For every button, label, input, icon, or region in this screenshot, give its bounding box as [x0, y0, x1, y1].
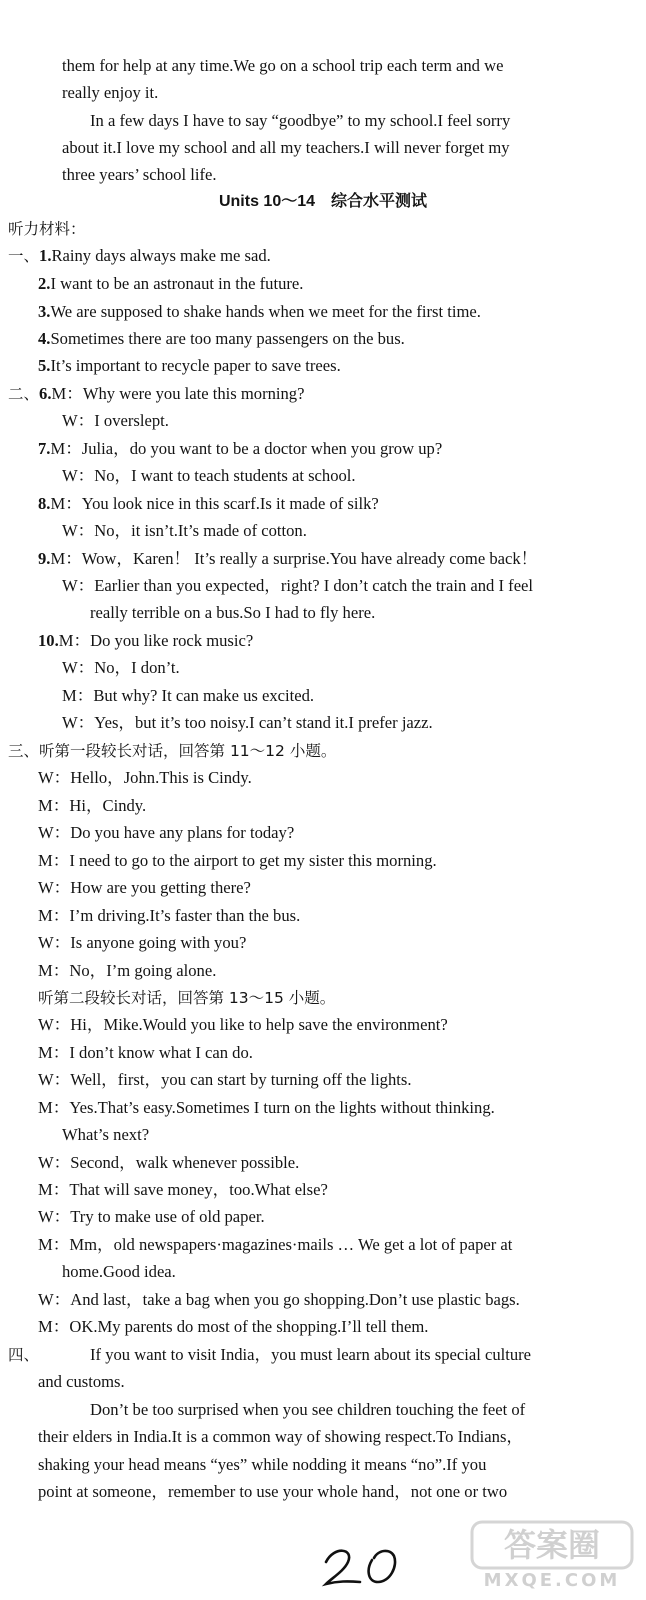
dialog-text: M：Wow，Karen！ It’s really a surprise.You have already come back！	[50, 549, 538, 568]
question-number: 2.	[38, 274, 51, 293]
item-text: It’s important to recycle paper to save trees.	[50, 356, 341, 375]
dialog-line: W：Hello，John.This is Cindy.	[38, 768, 252, 787]
q10-m-line: M：But why? It can make us excited.	[62, 686, 315, 705]
item-text: Sometimes there are too many passengers on the bus.	[50, 329, 405, 348]
q7-m-line	[38, 438, 442, 460]
passage-line: If you want to visit India，you must learn about its special culture	[90, 1345, 532, 1364]
question-number: 6.	[39, 384, 52, 403]
q10-w-line: W：No，I don’t.	[62, 658, 180, 677]
dialog-line: M：Yes.That’s easy.Sometimes I turn on the lights without thinking.	[38, 1098, 495, 1117]
part1-item	[8, 245, 271, 267]
q6-w-line: W：I overslept.	[62, 411, 169, 430]
part1-item	[38, 355, 341, 377]
dialog-line: M：I need to go to the airport to get my sister this morning.	[38, 851, 437, 870]
question-number: 5.	[38, 356, 51, 375]
question-number: 10.	[38, 631, 59, 650]
part1-item	[38, 328, 405, 350]
q8-w-line: W：No，it isn’t.It’s made of cotton.	[62, 521, 307, 540]
dialog-text: M：Why were you late this morning?	[51, 384, 305, 403]
intro-line: really enjoy it.	[62, 83, 159, 102]
q10-w-line: W：Yes，but it’s too noisy.I can’t stand it.I prefer jazz.	[62, 713, 433, 732]
watermark-text: 答案圈	[503, 1526, 600, 1564]
dialog-line: M：No，I’m going alone.	[38, 961, 217, 980]
part1-item	[38, 273, 303, 295]
q9-w-line: really terrible on a bus.So I had to fly here.	[90, 603, 376, 622]
dialog-line: W：Do you have any plans for today?	[38, 823, 295, 842]
dialog-line: M：I don’t know what I can do.	[38, 1043, 253, 1062]
dialog-line: home.Good idea.	[62, 1262, 176, 1281]
dialog-text: M：You look nice in this scarf.Is it made of silk?	[50, 494, 379, 513]
dialog-line: What’s next?	[62, 1125, 150, 1144]
dialog-line: M：OK.My parents do most of the shopping.I’ll tell them.	[38, 1317, 429, 1336]
dialog-line: M：That will save money，too.What else?	[38, 1180, 328, 1199]
intro-line: three years’ school life.	[62, 165, 217, 184]
dialog-line: W：Is anyone going with you?	[38, 933, 247, 952]
q9-m-line	[38, 548, 537, 570]
q6-m-line	[8, 383, 304, 405]
part3-intro	[8, 740, 336, 762]
dialog-line: W：Try to make use of old paper.	[38, 1207, 265, 1226]
dialog-line: W：Well，first，you can start by turning off the lights.	[38, 1070, 412, 1089]
item-text: We are supposed to shake hands when we meet for the first time.	[50, 302, 481, 321]
section-title: Units 10～14 综合水平测试	[218, 193, 428, 210]
part2-label: 二、	[8, 385, 40, 403]
dialog-line: W：How are you getting there?	[38, 878, 251, 897]
part1-label: 一、	[8, 247, 40, 265]
question-number: 4.	[38, 329, 51, 348]
dialog-line: W：And last，take a bag when you go shopping.Don’t use plastic bags.	[38, 1290, 520, 1309]
dialog-line: M：I’m driving.It’s faster than the bus.	[38, 906, 301, 925]
intro-line: In a few days I have to say “goodbye” to my school.I feel sorry	[90, 111, 511, 130]
dialog-line: W：Second，walk whenever possible.	[38, 1153, 300, 1172]
part3-intro2: 听第二段较长对话，回答第 13～15 小题。	[38, 989, 336, 1007]
part3-label: 三、	[8, 742, 40, 760]
question-number: 3.	[38, 302, 51, 321]
watermark-url: MXQE.COM	[483, 1570, 621, 1591]
part1-item	[38, 301, 481, 323]
part4-label: 四、	[8, 1346, 40, 1364]
dialog-line: M：Mm，old newspapers·magazines·mails … We get a lot of paper at	[38, 1235, 513, 1254]
passage-line: their elders in India.It is a common way of showing respect.To Indians，	[38, 1427, 524, 1446]
passage-line: Don’t be too surprised when you see children touching the feet of	[90, 1400, 526, 1419]
part3-intro-text: 听第一段较长对话，回答第 11～12 小题。	[39, 742, 337, 760]
passage-line: point at someone，remember to use your whole hand，not one or two	[38, 1482, 508, 1501]
item-text: Rainy days always make me sad.	[51, 246, 271, 265]
question-number: 1.	[39, 246, 52, 265]
intro-line: about it.I love my school and all my teachers.I will never forget my	[62, 138, 510, 157]
intro-line: them for help at any time.We go on a school trip each term and we	[62, 56, 504, 75]
q7-w-line: W：No，I want to teach students at school.	[62, 466, 356, 485]
dialog-text: M：Do you like rock music?	[58, 631, 254, 650]
listening-heading: 听力材料：	[8, 220, 86, 238]
dialog-line: M：Hi，Cindy.	[38, 796, 147, 815]
question-number: 7.	[38, 439, 51, 458]
watermark	[468, 1518, 638, 1596]
passage-line: and customs.	[38, 1372, 125, 1391]
q10-m-line	[38, 630, 253, 652]
passage-line: shaking your head means “yes” while nodding it means “no”.If you	[38, 1455, 487, 1474]
question-number: 9.	[38, 549, 51, 568]
handwritten-page-number-icon	[320, 1540, 410, 1590]
q9-w-line: W：Earlier than you expected，right? I don’t catch the train and I feel	[62, 576, 534, 595]
q8-m-line	[38, 493, 379, 515]
question-number: 8.	[38, 494, 51, 513]
dialog-line: W：Hi，Mike.Would you like to help save the environment?	[38, 1015, 448, 1034]
dialog-text: M：Julia，do you want to be a doctor when you grow up?	[50, 439, 443, 458]
item-text: I want to be an astronaut in the future.	[50, 274, 304, 293]
